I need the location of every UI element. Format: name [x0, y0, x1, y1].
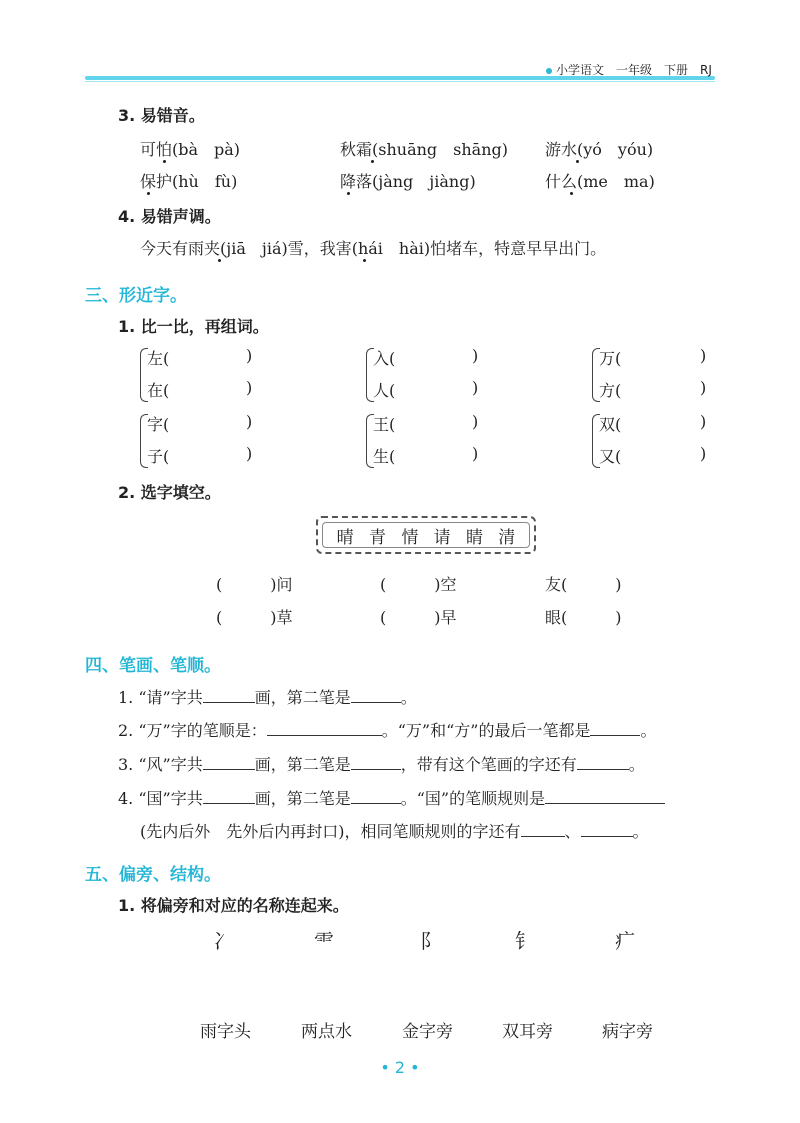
- pair-item: 方(: [599, 381, 622, 400]
- radical-name[interactable]: 两点水: [301, 1022, 352, 1042]
- radical-name[interactable]: 病字旁: [602, 1022, 653, 1042]
- q4-title: 4. 易错声调。: [118, 207, 221, 226]
- s5q1-title: 1. 将偏旁和对应的名称连起来。: [118, 896, 349, 915]
- answer-blank[interactable]: [267, 721, 382, 736]
- paren-close: ): [246, 444, 253, 463]
- q3-item: 秋霜(shuāng shāng): [340, 140, 508, 159]
- pair-item: 人(: [373, 381, 396, 400]
- fill-blank[interactable]: ( )草: [216, 608, 293, 627]
- answer-blank[interactable]: [203, 755, 255, 770]
- answer-blank[interactable]: [521, 822, 565, 837]
- answer-blank[interactable]: [577, 755, 629, 770]
- radical-name[interactable]: 金字旁: [402, 1022, 453, 1042]
- s4-line-5: (先内后外 先外后内再封口)，相同笔顺规则的字还有 、 。: [140, 822, 649, 841]
- paren-close: ): [700, 346, 707, 365]
- q3-item: 降落(jàng jiàng): [340, 172, 476, 191]
- paren-close: ): [472, 412, 479, 431]
- radical[interactable]: ⻗: [314, 929, 334, 953]
- answer-blank[interactable]: [590, 721, 640, 736]
- paren-close: ): [700, 412, 707, 431]
- fill-blank[interactable]: ( )空: [380, 575, 457, 594]
- emphasis-dot: [147, 192, 150, 195]
- pair-item: 生(: [373, 447, 396, 466]
- q3-title: 3. 易错音。: [118, 106, 205, 125]
- radical[interactable]: 阝: [420, 929, 440, 953]
- paren-close: ): [246, 412, 253, 431]
- radical[interactable]: 钅: [515, 929, 535, 953]
- radical[interactable]: 冫: [213, 929, 233, 953]
- pair-item: 入(: [373, 349, 396, 368]
- paren-close: ): [472, 378, 479, 397]
- q3-item: 什么(me ma): [545, 172, 655, 191]
- paren-close: ): [246, 346, 253, 365]
- s4-line-2: 2. “万”字的笔顺是： 。“万”和“方”的最后一笔都是 。: [118, 721, 657, 740]
- answer-blank[interactable]: [581, 822, 633, 837]
- header-label: [546, 61, 712, 78]
- s4-line-3: 3. “风”字共 画，第二笔是 ，带有这个笔画的字还有 。: [118, 755, 645, 774]
- pair-item: 字(: [147, 415, 170, 434]
- q3-item: 可怕(bà pà): [140, 140, 241, 159]
- emphasis-dot: [163, 160, 166, 163]
- pair-item: 又(: [599, 447, 622, 466]
- section-3-title: 三、形近字。: [85, 286, 187, 306]
- radical-name[interactable]: 雨字头: [200, 1022, 251, 1042]
- emphasis-dot: [218, 259, 221, 262]
- header-text: 小学语文 一年级 下册 RJ: [556, 63, 712, 77]
- s4-line-4: 4. “国”字共 画，第二笔是 。“国”的笔顺规则是: [118, 786, 665, 809]
- section-4-title: 四、笔画、笔顺。: [85, 656, 221, 676]
- radical-name[interactable]: 双耳旁: [502, 1022, 553, 1042]
- q3-item: 游水(yó yóu): [545, 140, 654, 159]
- pair-item: 双(: [599, 415, 622, 434]
- answer-blank[interactable]: [203, 789, 255, 804]
- paren-close: ): [472, 346, 479, 365]
- radical[interactable]: 疒: [615, 929, 635, 953]
- paren-close: ): [246, 378, 253, 397]
- paren-close: ): [700, 378, 707, 397]
- fill-blank[interactable]: ( )问: [216, 575, 293, 594]
- emphasis-dot: [570, 192, 573, 195]
- s3q2-title: 2. 选字填空。: [118, 483, 221, 502]
- s4-line-1: 1. “请”字共 画，第二笔是 。: [118, 688, 417, 707]
- answer-blank[interactable]: [203, 688, 255, 703]
- emphasis-dot: [371, 160, 374, 163]
- section-5-title: 五、偏旁、结构。: [85, 865, 221, 885]
- word-option: 情: [401, 527, 419, 548]
- fill-blank[interactable]: 眼( ): [545, 608, 622, 627]
- emphasis-dot: [576, 160, 579, 163]
- header-underline: [85, 81, 715, 82]
- pair-item: 王(: [373, 415, 396, 434]
- answer-blank[interactable]: [351, 688, 401, 703]
- q4-sentence: 今天有雨夹(jiā jiá)雪，我害(hái hài)怕堵车，特意早早出门。: [140, 239, 607, 258]
- word-option: 青: [368, 527, 386, 548]
- fill-blank[interactable]: ( )早: [380, 608, 457, 627]
- pair-item: 子(: [147, 447, 170, 466]
- word-option: 晴: [336, 527, 354, 548]
- answer-blank[interactable]: [351, 755, 401, 770]
- pair-item: 在(: [147, 381, 170, 400]
- bullet-icon: [546, 68, 552, 74]
- word-option: 清: [498, 527, 516, 548]
- word-option: 睛: [465, 527, 483, 548]
- q3-item: 保护(hù fù): [140, 172, 238, 191]
- answer-blank[interactable]: [351, 789, 401, 804]
- page-number: • 2 •: [380, 1058, 420, 1077]
- answer-blank[interactable]: [545, 789, 665, 804]
- fill-blank[interactable]: 友( ): [545, 575, 622, 594]
- pair-item: 左(: [147, 349, 170, 368]
- word-option: 请: [433, 527, 451, 548]
- word-bank-box: [316, 516, 536, 554]
- paren-close: ): [700, 444, 707, 463]
- pair-item: 万(: [599, 349, 622, 368]
- s3q1-title: 1. 比一比，再组词。: [118, 317, 269, 336]
- emphasis-dot: [347, 192, 350, 195]
- emphasis-dot: [363, 259, 366, 262]
- paren-close: ): [472, 444, 479, 463]
